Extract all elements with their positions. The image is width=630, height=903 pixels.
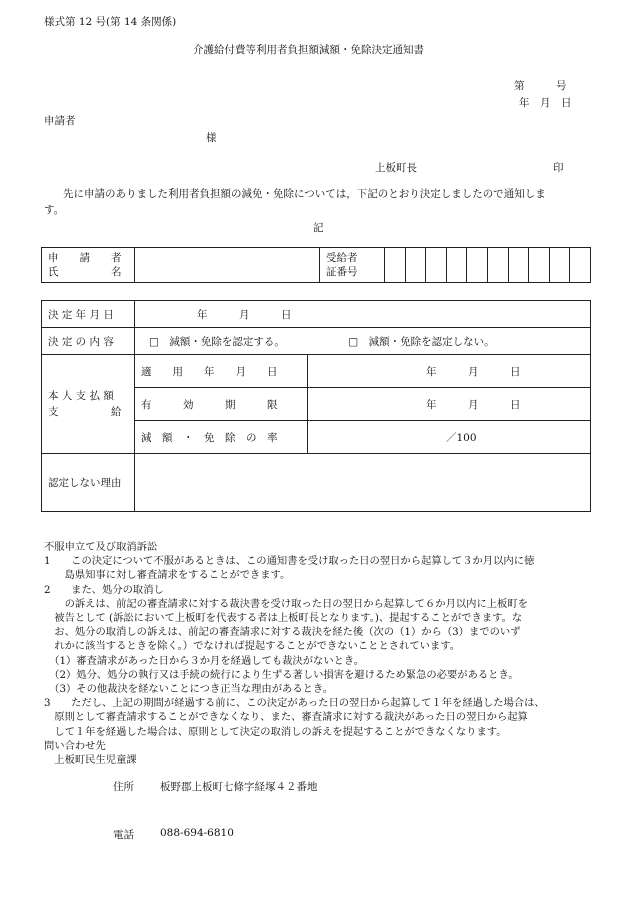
cert-digit-box[interactable] (385, 248, 406, 283)
payment-label: 本 人 支 払 額 支 給 (42, 355, 135, 454)
seal-mark: 印 (553, 162, 564, 174)
applicant-label: 申請者 (44, 115, 76, 127)
note-line: 3 ただし、上記の期間が経過する前に、この決定があった日の翌日から起算して１年を経過した場合は、 (44, 697, 545, 710)
cert-digit-box[interactable] (405, 248, 426, 283)
recipient-cert-label: 受給者 証番号 (320, 248, 385, 283)
document-title: 介護給付費等利用者負担額減額・免除決定通知書 (193, 44, 424, 56)
note-line: （2）処分、処分の執行又は手続の続行により生ずる著しい損害を避けるため緊急の必要があるとき。 (44, 668, 519, 681)
valid-until-value[interactable]: 年 月 日 (308, 388, 591, 421)
appeal-heading: 不服申立て及び取消訴訟 (44, 541, 158, 553)
issuer-name: 上板町長 (375, 162, 417, 174)
apply-date-value[interactable]: 年 月 日 (308, 355, 591, 388)
decision-date-value[interactable]: 年 月 日 (135, 301, 591, 328)
rejection-reason-label: 認定しない理由 (42, 454, 135, 512)
reject-checkbox-option[interactable]: □ 減額・免除を認定しない。 (348, 335, 495, 348)
intro-text-line-2: す。 (44, 204, 65, 216)
decision-date-label: 決 定 年 月 日 (42, 301, 135, 328)
issue-date: 年 月 日 (519, 97, 572, 109)
reduction-rate-value[interactable]: ／100 (308, 421, 591, 454)
cert-digit-box[interactable] (487, 248, 508, 283)
cert-digit-box[interactable] (426, 248, 447, 283)
decision-table (41, 300, 591, 512)
document-number: 第 号 (514, 80, 567, 92)
note-line: れかに該当するときを除く。）でなければ提起することができないこととされています。 (44, 640, 460, 653)
valid-until-label: 有 効 期 限 (135, 388, 308, 421)
address-label: 住所 (113, 781, 134, 793)
applicant-table (41, 247, 591, 283)
note-line: （1）審査請求があった日から３か月を経過しても裁決がないとき。 (44, 654, 365, 667)
note-line: 被告として (訴訟において上板町を代表する者は上板町長となります。)、提起することができます。な (44, 612, 523, 625)
note-line: して１年を経過した場合は、原則として決定の取消しの訴えを提起することができなくなります。 (44, 725, 507, 738)
approve-checkbox-option[interactable]: □ 減額・免除を認定する。 (149, 335, 285, 348)
decision-content-label: 決 定 の 内 容 (42, 328, 135, 355)
note-line: お、処分の取消しの訴えは、前記の審査請求に対する裁決を経た後（次の（1）から（3）までのいず (44, 626, 521, 639)
note-line: 原則として審査請求することができなくなり、また、審査請求に対する裁決があった日の翌日から起算 (44, 711, 528, 724)
applicant-name-label: 申 請 者 氏 名 (42, 248, 135, 283)
ki-heading: 記 (313, 222, 324, 234)
address-value: 板野郡上板町七條字経塚４２番地 (160, 781, 318, 793)
phone-label: 電話 (113, 829, 134, 841)
appeal-notes (44, 540, 596, 767)
cert-digit-box[interactable] (570, 248, 591, 283)
cert-digit-box[interactable] (529, 248, 550, 283)
note-line: （3）その他裁決を経ないことにつき正当な理由があるとき。 (44, 683, 334, 696)
note-line: の訴えは、前記の審査請求に対する裁決書を受け取った日の翌日から起算して６か月以内に上板町を (44, 597, 528, 610)
note-line: 1 この決定について不服があるときは、この通知書を受け取った日の翌日から起算して３か月以内に徳 (44, 555, 535, 568)
apply-date-label: 適 用 年 月 日 (135, 355, 308, 388)
note-line: 2 また、処分の取消し (44, 583, 164, 596)
department-name: 上板町民生児童課 (44, 754, 137, 767)
form-number: 様式第 12 号(第 14 条関係) (44, 16, 177, 28)
decision-content-cell (135, 328, 591, 355)
cert-digit-box[interactable] (467, 248, 488, 283)
reduction-rate-label: 減 額 ・ 免 除 の 率 (135, 421, 308, 454)
cert-digit-box[interactable] (549, 248, 570, 283)
cert-digit-box[interactable] (508, 248, 529, 283)
note-line: 島県知事に対し審査請求をすることができます。 (44, 569, 291, 582)
intro-text-line-1: 先に申請のありました利用者負担額の減免・免除については，下記のとおり決定しましたので通知しま (63, 188, 546, 200)
inquiry-heading: 問い合わせ先 (44, 739, 106, 752)
cert-digit-box[interactable] (446, 248, 467, 283)
phone-value: 088-694-6810 (160, 827, 234, 839)
rejection-reason-field[interactable] (135, 454, 591, 512)
applicant-name-field[interactable] (135, 248, 320, 283)
honorific: 様 (206, 132, 217, 144)
